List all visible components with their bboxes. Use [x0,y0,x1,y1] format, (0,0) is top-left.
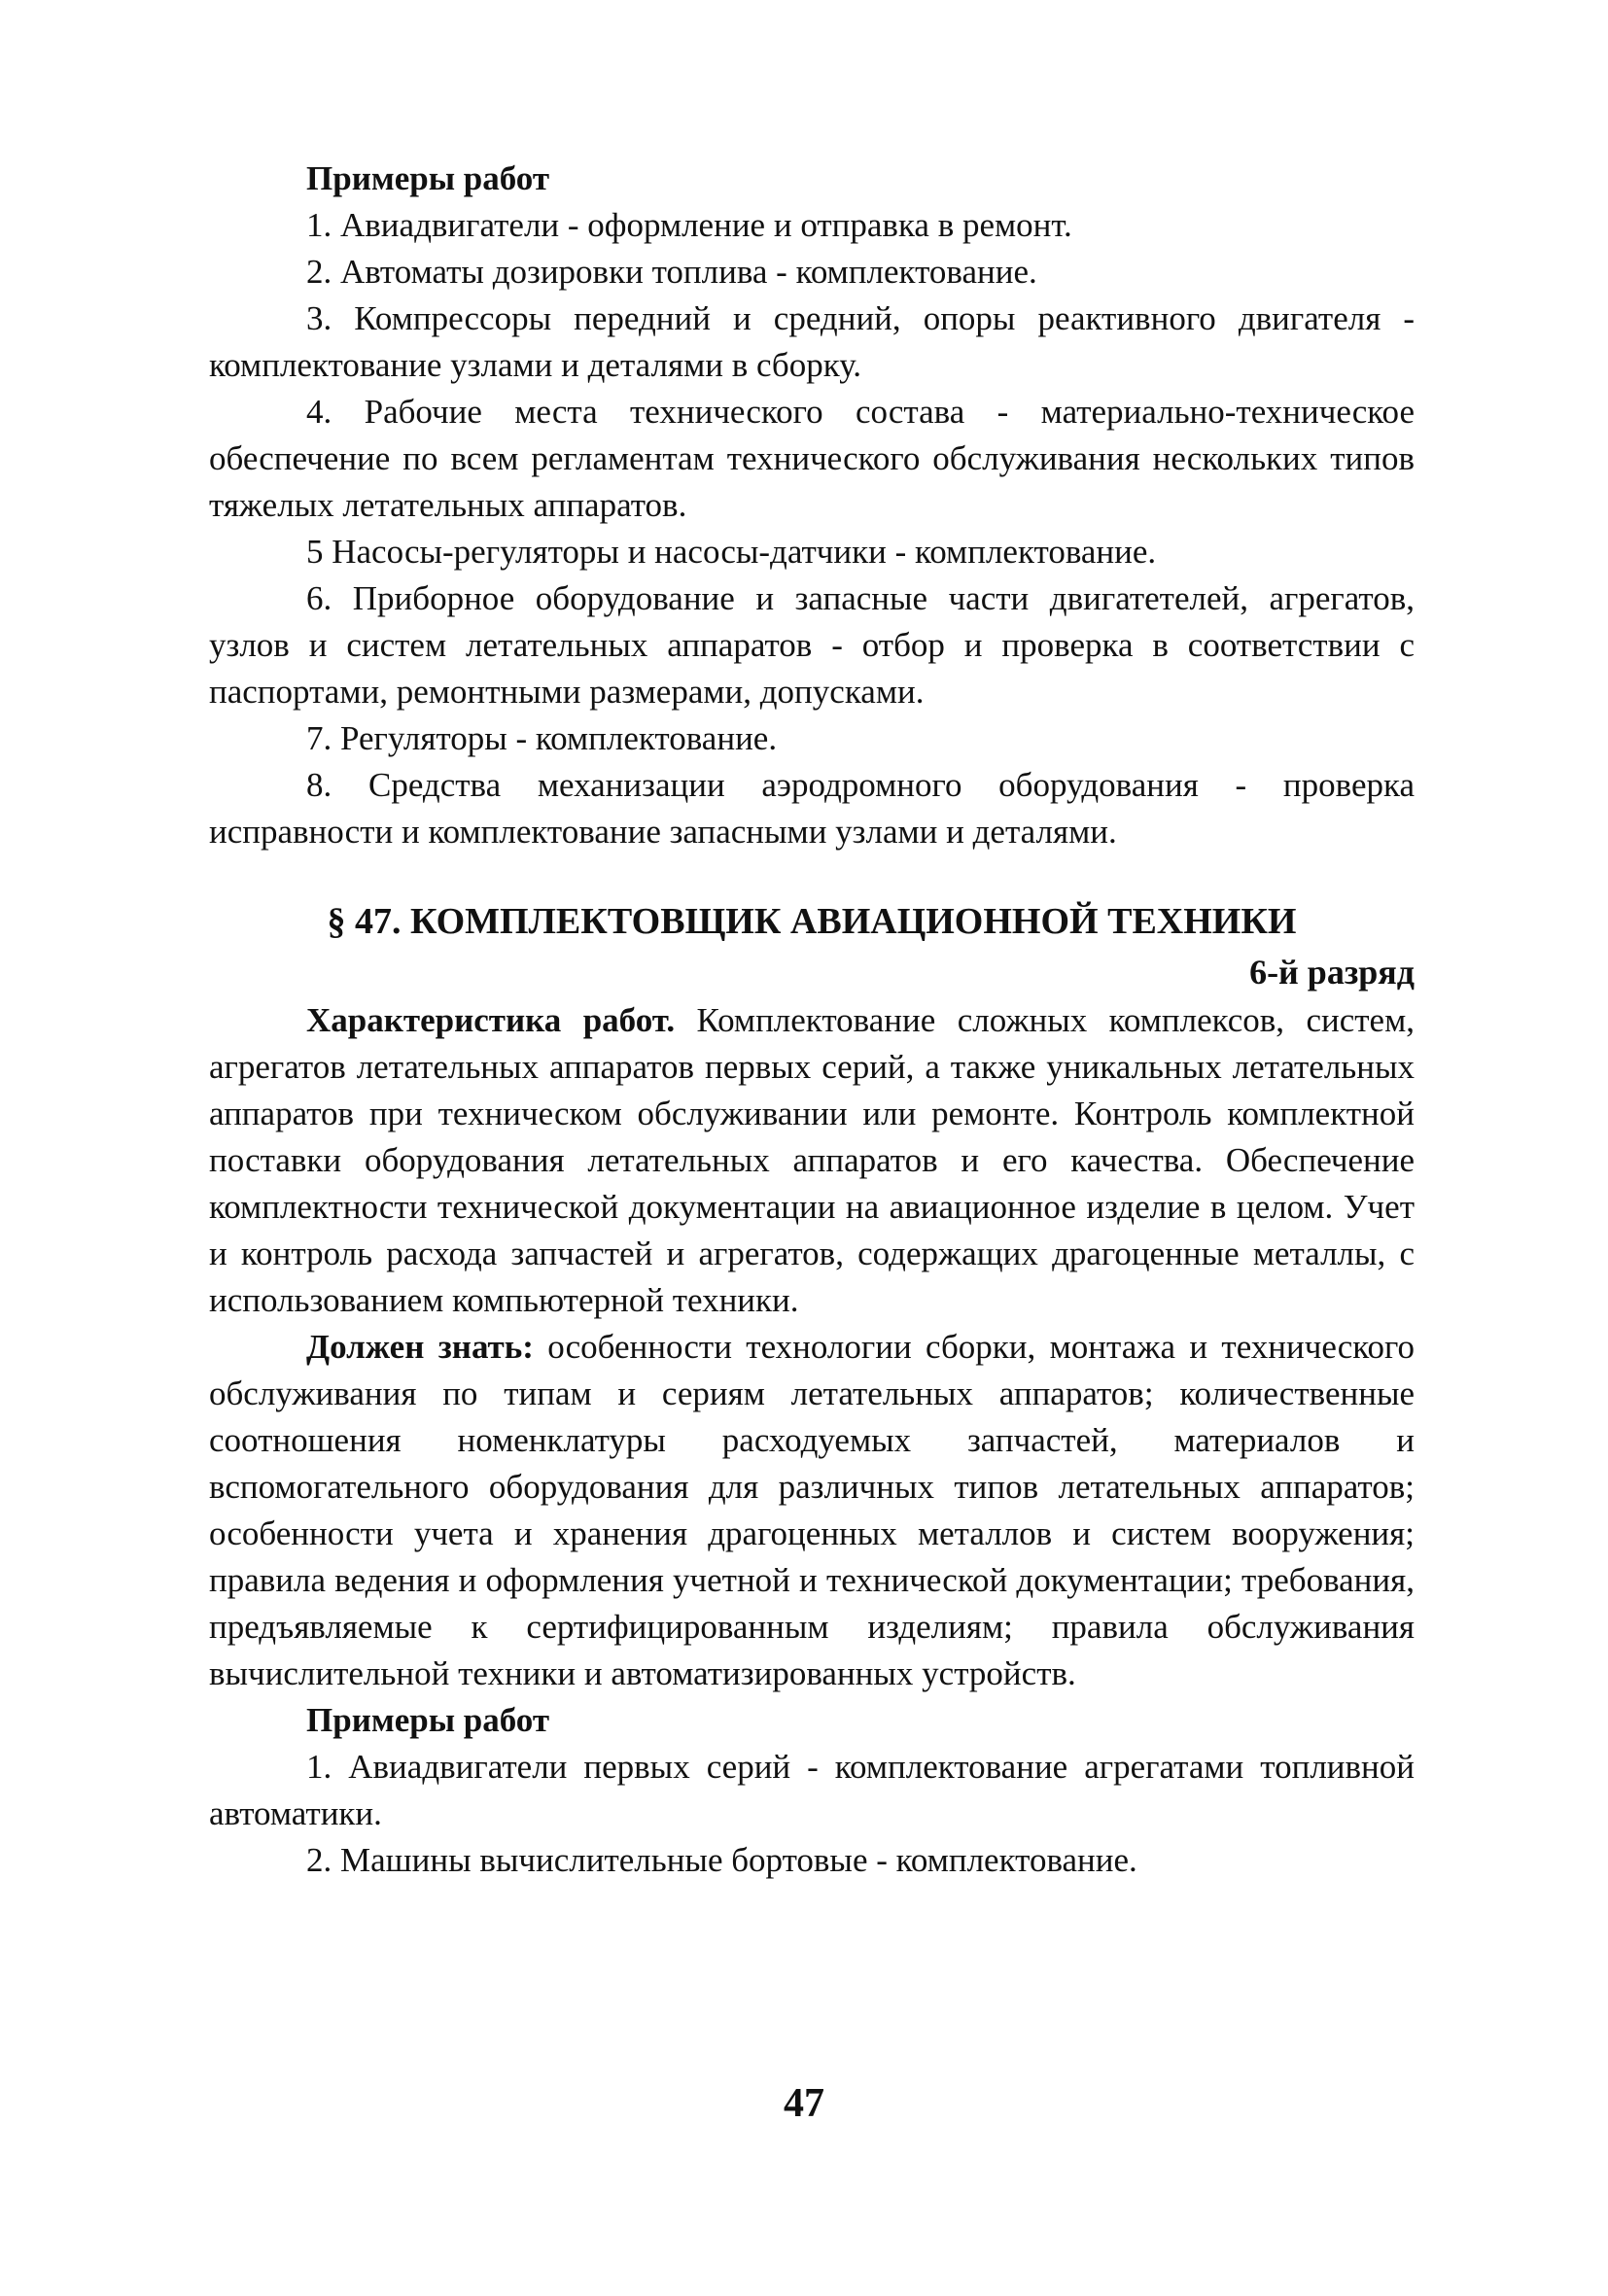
characteristics-label: Характеристика работ. [306,1001,676,1039]
knowledge-text: особенности технологии сборки, монтажа и технического обслуживания по типам и сериям летательных аппаратов; количественные соотношения номенклатуры расходуемых запчастей, материалов и вспомогательного оборудования для различных типов летательных аппаратов; особенности учета и хранения драгоценных металлов и систем вооружения; правила ведения и оформления учетной и технической документации; требования, предъявляемые к сертифицированным изделиям; правила обслуживания вычислительной техники и автоматизированных устройств. [209,1328,1415,1692]
example-item: 3. Компрессоры передний и средний, опоры реактивного двигателя - комплектование узлами и деталями в сборку. [209,299,1415,384]
examples-heading: Примеры работ [306,1701,550,1739]
example-item: 4. Рабочие места технического состава - материально-техническое обеспечение по всем регламентам технического обслуживания нескольких типов тяжелых летательных аппаратов. [209,393,1415,524]
example-item: 2. Машины вычислительные бортовые - комплектование. [306,1841,1137,1879]
example-item: 5 Насосы-регуляторы и насосы-датчики - комплектование. [306,533,1157,571]
example-item: 2. Автоматы дозировки топлива - комплектование. [306,253,1037,291]
example-item: 1. Авиадвигатели первых серий - комплектование агрегатами топливной автоматики. [209,1748,1415,1832]
example-item: 6. Приборное оборудование и запасные части двигатетелей, агрегатов, узлов и систем летательных аппаратов - отбор и проверка в соответствии с паспортами, ремонтными размерами, допусками. [209,579,1415,711]
grade-label: 6-й разряд [1249,953,1415,991]
characteristics-text: Комплектование сложных комплексов, систем, агрегатов летательных аппаратов первых серий, а также уникальных летательных аппаратов при техническом обслуживании или ремонте. Контроль комплектной поставки оборудования летательных аппаратов и его качества. Обеспечение комплектности технической документации на авиационное изделие в целом. Учет и контроль расхода запчастей и агрегатов, содержащих драгоценные металлы, с использованием компьютерной техники. [209,1001,1415,1319]
page-number: 47 [784,2081,824,2126]
examples-heading: Примеры работ [306,159,550,197]
example-item: 8. Средства механизации аэродромного оборудования - проверка исправности и комплектование запасными узлами и деталями. [209,766,1415,851]
page-body [209,156,1415,1884]
section-title: § 47. КОМПЛЕКТОВЩИК АВИАЦИОННОЙ ТЕХНИКИ [327,901,1297,942]
knowledge-label: Должен знать: [306,1328,534,1366]
knowledge-paragraph [209,1324,1415,1697]
characteristics-paragraph [209,997,1415,1324]
example-item: 7. Регуляторы - комплектование. [306,719,778,757]
example-item: 1. Авиадвигатели - оформление и отправка в ремонт. [306,206,1072,244]
